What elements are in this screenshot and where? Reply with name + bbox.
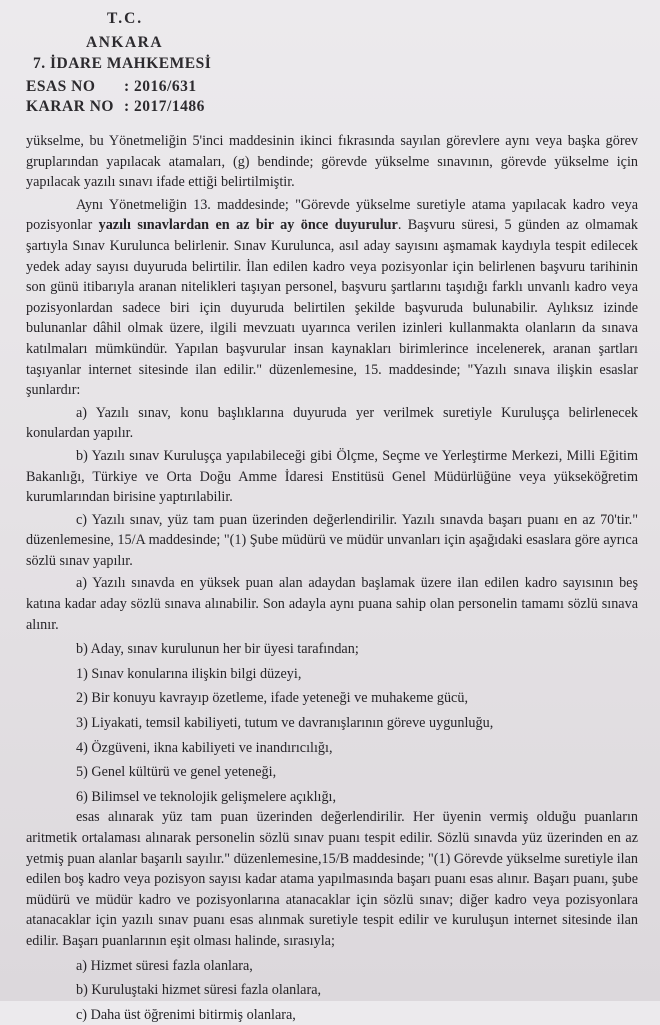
paragraph-item-a: a) Yazılı sınav, konu başlıklarına duyuruda yer verilmek suretiyle Kuruluşça belirlenecek konulardan yapılır. bbox=[26, 404, 638, 442]
paragraph-oral-b: b) Aday, sınav kurulunun her bir üyesi tarafından; bbox=[76, 641, 359, 658]
karar-no-label: KARAR NO bbox=[26, 98, 114, 115]
criteria-item-5: 5) Genel kültürü ve genel yeteneği, bbox=[76, 764, 277, 781]
paragraph-2-part-b: . Başvuru süresi, 5 günden az olmamak şartıyla Sınav Kurulunca belirlenir. Sınav Kurulunca, asıl aday sayısını aşmamak kaydıyla tespit edilecek yedek aday sayısı duyuruda belirtilir. İlan edilen kadro veya pozisyonlar için belirlenen başvuru tarihinin son günü itibarıyla aranan nitelikleri taşıyan personel, başvuru şartlarını taşıdığı farklı unvanlı kadro veya pozisyonlardan sadece biri için duyuruda belirtilen şekilde başvuruda bulunabilir. Aylıksız izinde bulunanlar dâhil olmak üzere, ilgili mevzuatı uyarınca verilen izinleri kullanmakta olanların da sınava katılmaları mümkündür. Yapılan başvurular insan kaynakları birimlerince incelenerek, aranan şartları taşıyanlar internet sitesinde ilan edilir." düzenlemesine, 15. maddesinde; "Yazılı sınava ilişkin esaslar şunlardır: bbox=[26, 217, 639, 399]
header-court-name: 7. İDARE MAHKEMESİ bbox=[33, 55, 212, 72]
criteria-item-6: 6) Bilimsel ve teknolojik gelişmelere açıklığı, bbox=[76, 788, 337, 805]
esas-no-value: : 2016/631 bbox=[124, 78, 197, 95]
paragraph-2 bbox=[26, 195, 638, 401]
paragraph-2-bold: yazılı sınavlardan en az bir ay önce duyurulur bbox=[98, 217, 398, 234]
tiebreak-item-b: b) Kuruluştaki hizmet süresi fazla olanlara, bbox=[76, 982, 322, 999]
document-body bbox=[26, 131, 638, 1025]
criteria-item-1: 1) Sınav konularına ilişkin bilgi düzeyi, bbox=[76, 665, 302, 682]
header-tc: T.C. bbox=[107, 10, 144, 27]
criteria-item-3: 3) Liyakati, temsil kabiliyeti, tutum ve davranışlarının göreve uygunluğu, bbox=[76, 715, 494, 732]
paragraph-item-c: c) Yazılı sınav, yüz tam puan üzerinden değerlendirilir. Yazılı sınavda başarı puanı en az 70'tir." düzenlemesine, 15/A maddesinde; "(1) Şube müdürü ve müdür unvanları için aşağıdaki esaslara göre ayrıca sözlü sınav yapılır. bbox=[26, 511, 638, 569]
criteria-item-2: 2) Bir konuyu kavrayıp özetleme, ifade yeteneği ve muhakeme gücü, bbox=[76, 690, 468, 707]
tiebreak-item-a: a) Hizmet süresi fazla olanlara, bbox=[76, 957, 253, 974]
paragraph-oral-a: a) Yazılı sınavda en yüksek puan alan adaydan başlamak üzere ilan edilen kadro sayısının beş katına kadar aday sözlü sınava alınabilir. Son adayla aynı puana sahip olan personelin tamamı sözlü sınava alınır. bbox=[26, 575, 638, 633]
karar-no-value: : 2017/1486 bbox=[124, 98, 205, 115]
paragraph-1: yükselme, bu Yönetmeliğin 5'inci maddesinin ikinci fıkrasında sayılan görevlere aynı veya başka görev gruplarından yapılacak atamaları, (g) bendinde; görevde yükselme sınavının, görevde yükselme için yapılacak yazılı sınavı ifade ettiği belirtilmiştir. bbox=[26, 133, 638, 191]
paragraph-item-b: b) Yazılı sınav Kuruluşça yapılabileceği gibi Ölçme, Seçme ve Yerleştirme Merkezi, Milli Eğitim Bakanlığı, Türkiye ve Orta Doğu Amme İdaresi Enstitüsü Genel Müdürlüğüne veya yükseköğretim kurumlarından birisine yaptırılabilir. bbox=[26, 447, 638, 506]
criteria-item-4: 4) Özgüveni, ikna kabiliyeti ve inandırıcılığı, bbox=[76, 739, 333, 756]
karar-no-row bbox=[26, 98, 205, 116]
tiebreak-item-c: c) Daha üst öğrenimi bitirmiş olanlara, bbox=[76, 1006, 296, 1023]
header-city: ANKARA bbox=[86, 34, 164, 51]
esas-no-row bbox=[26, 78, 197, 96]
esas-no-label: ESAS NO bbox=[26, 78, 96, 95]
paragraph-evaluation: esas alınarak yüz tam puan üzerinden değerlendirilir. Her üyenin vermiş olduğu puanların aritmetik ortalaması alınarak personelin sözlü sınav puanı tespit edilir. Sözlü sınavda yüz üzerinden en az yetmiş puan alanlar başarılı sayılır." düzenlemesine,15/B maddesinde; "(1) Görevde yükselme suretiyle ilan edilen boş kadro veya pozisyon sayısı kadar atama yapılmasında başarı puanı esas alınır. Başarı puanı, şube müdürü ve müdür kadro ve pozisyonlarına atanacaklar için sözlü sınav; diğer kadro veya pozisyonlara atanacaklar için yazılı sınav puanı esas alınmak suretiyle tespit edilir ve kuruluşun internet sitesinde ilan edilir. Başarı puanlarının eşit olması halinde, sırasıyla; bbox=[26, 809, 638, 949]
paragraph-2-part-a: Aynı Yönetmeliğin 13. maddesinde; "Görevde yükselme suretiyle atama yapılacak kadro veya pozisyonlar bbox=[26, 196, 638, 234]
